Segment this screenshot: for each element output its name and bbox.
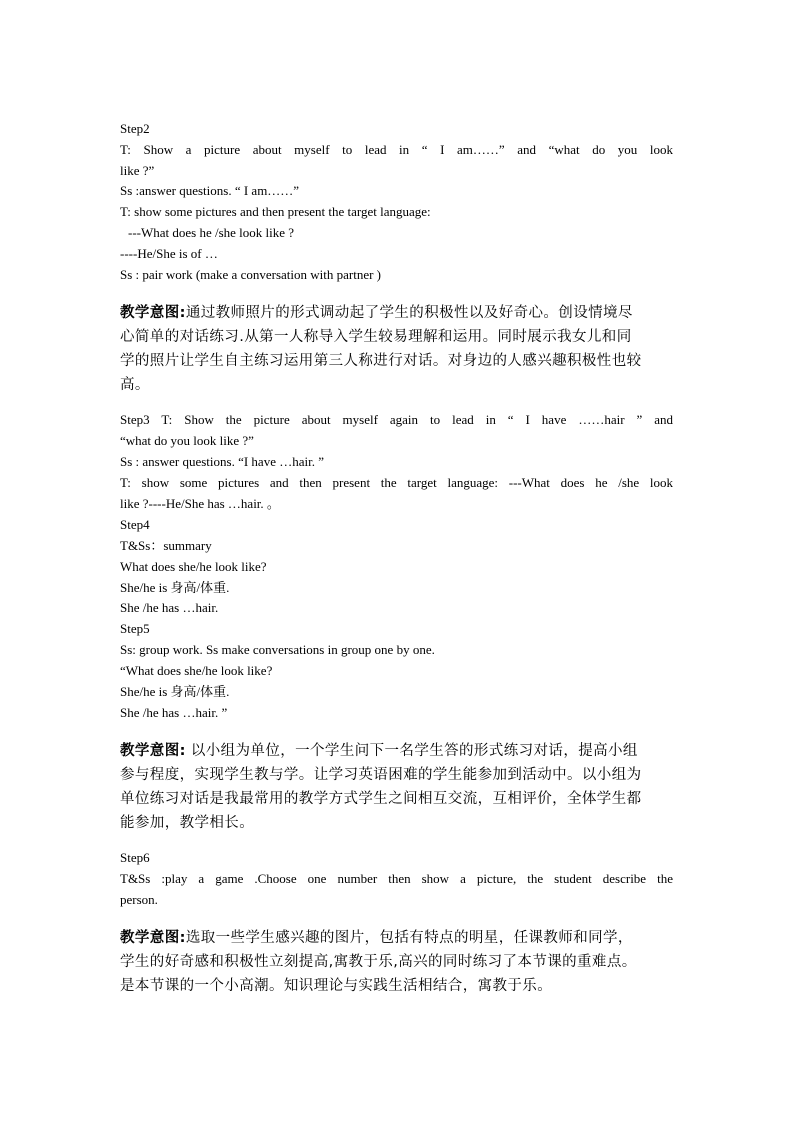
step4-line-5: She /he has …hair.: [120, 600, 219, 615]
step3-line-1: Step3 T: Show the picture about myself again to lead in “ I have ……hair ” and: [120, 412, 673, 427]
step6-heading: Step6: [120, 850, 150, 865]
step5-line-2: Ss: group work. Ss make conversations in group one by one.: [120, 642, 435, 657]
step4-line-4: She/he is 身高/体重.: [120, 580, 230, 595]
step4-heading: Step4: [120, 517, 150, 532]
step6-line-1: T&Ss :play a game .Choose one number then show a picture, the student describe the: [120, 871, 673, 886]
intent2-line-2: 参与程度，实现学生教与学。让学习英语困难的学生能参加到活动中。以小组为: [120, 767, 642, 783]
step2-line-2: like ?”: [120, 163, 155, 178]
step2-line-7: Ss : pair work (make a conversation with partner ): [120, 267, 382, 282]
step6-line-2: person.: [120, 892, 158, 907]
intent2-line-3: 单位练习对话是我最常用的教学方式学生之间相互交流，互相评价，全体学生都: [120, 791, 642, 807]
intent1-label: 教学意图:: [120, 305, 186, 321]
intent3-line-2: 学生的好奇感和积极性立刻提高,寓教于乐,高兴的同时练习了本节课的重难点。: [120, 954, 637, 970]
step5-line-4: She/he is 身高/体重.: [120, 684, 230, 699]
intent3-line-3: 是本节课的一个小高潮。知识理论与实践生活相结合，寓教于乐。: [120, 978, 553, 994]
intent2-line-1: 教学意图: 以小组为单位，一个学生问下一名学生答的形式练习对话，提高小组: [120, 743, 638, 759]
step2-line-4: T: show some pictures and then present the target language:: [120, 204, 431, 219]
intent3-label: 教学意图:: [120, 930, 186, 946]
intent2-line-4: 能参加，教学相长。: [120, 815, 255, 831]
step5-line-5: She /he has …hair. ”: [120, 705, 228, 720]
step4-line-2: T&Ss：summary: [120, 538, 212, 553]
intent1-line-1: 教学意图:通过教师照片的形式调动起了学生的积极性以及好奇心。创设情境尽: [120, 305, 633, 321]
step3-line-5: like ?----He/She has …hair. 。: [120, 496, 280, 511]
step5-line-3: “What does she/he look like?: [120, 663, 273, 678]
step2-heading: Step2: [120, 121, 150, 136]
step4-line-3: What does she/he look like?: [120, 559, 267, 574]
step5-heading: Step5: [120, 621, 150, 636]
intent1-line-3: 学的照片让学生自主练习运用第三人称进行对话。对身边的人感兴趣积极性也较: [120, 353, 642, 369]
step3-line-3: Ss : answer questions. “I have …hair. ”: [120, 454, 324, 469]
step2-line-3: Ss :answer questions. “ I am……”: [120, 183, 300, 198]
intent2-label: 教学意图:: [120, 743, 186, 759]
step2-line-1: T: Show a picture about myself to lead in “ I am……” and “what do you look: [120, 142, 673, 157]
intent3-line-1: 教学意图:选取一些学生感兴趣的图片，包括有特点的明星，任课教师和同学，: [120, 930, 633, 946]
step3-line-2: “what do you look like ?”: [120, 433, 254, 448]
intent1-line-2: 心简单的对话练习.从第一人称导入学生较易理解和运用。同时展示我女儿和同: [120, 329, 632, 345]
intent1-line-4: 高。: [120, 377, 150, 393]
step2-line-6: ----He/She is of …: [120, 246, 218, 261]
step3-line-4: T: show some pictures and then present the target language: ---What does he /she look: [120, 475, 673, 490]
step2-line-5: ---What does he /she look like ?: [128, 225, 295, 240]
